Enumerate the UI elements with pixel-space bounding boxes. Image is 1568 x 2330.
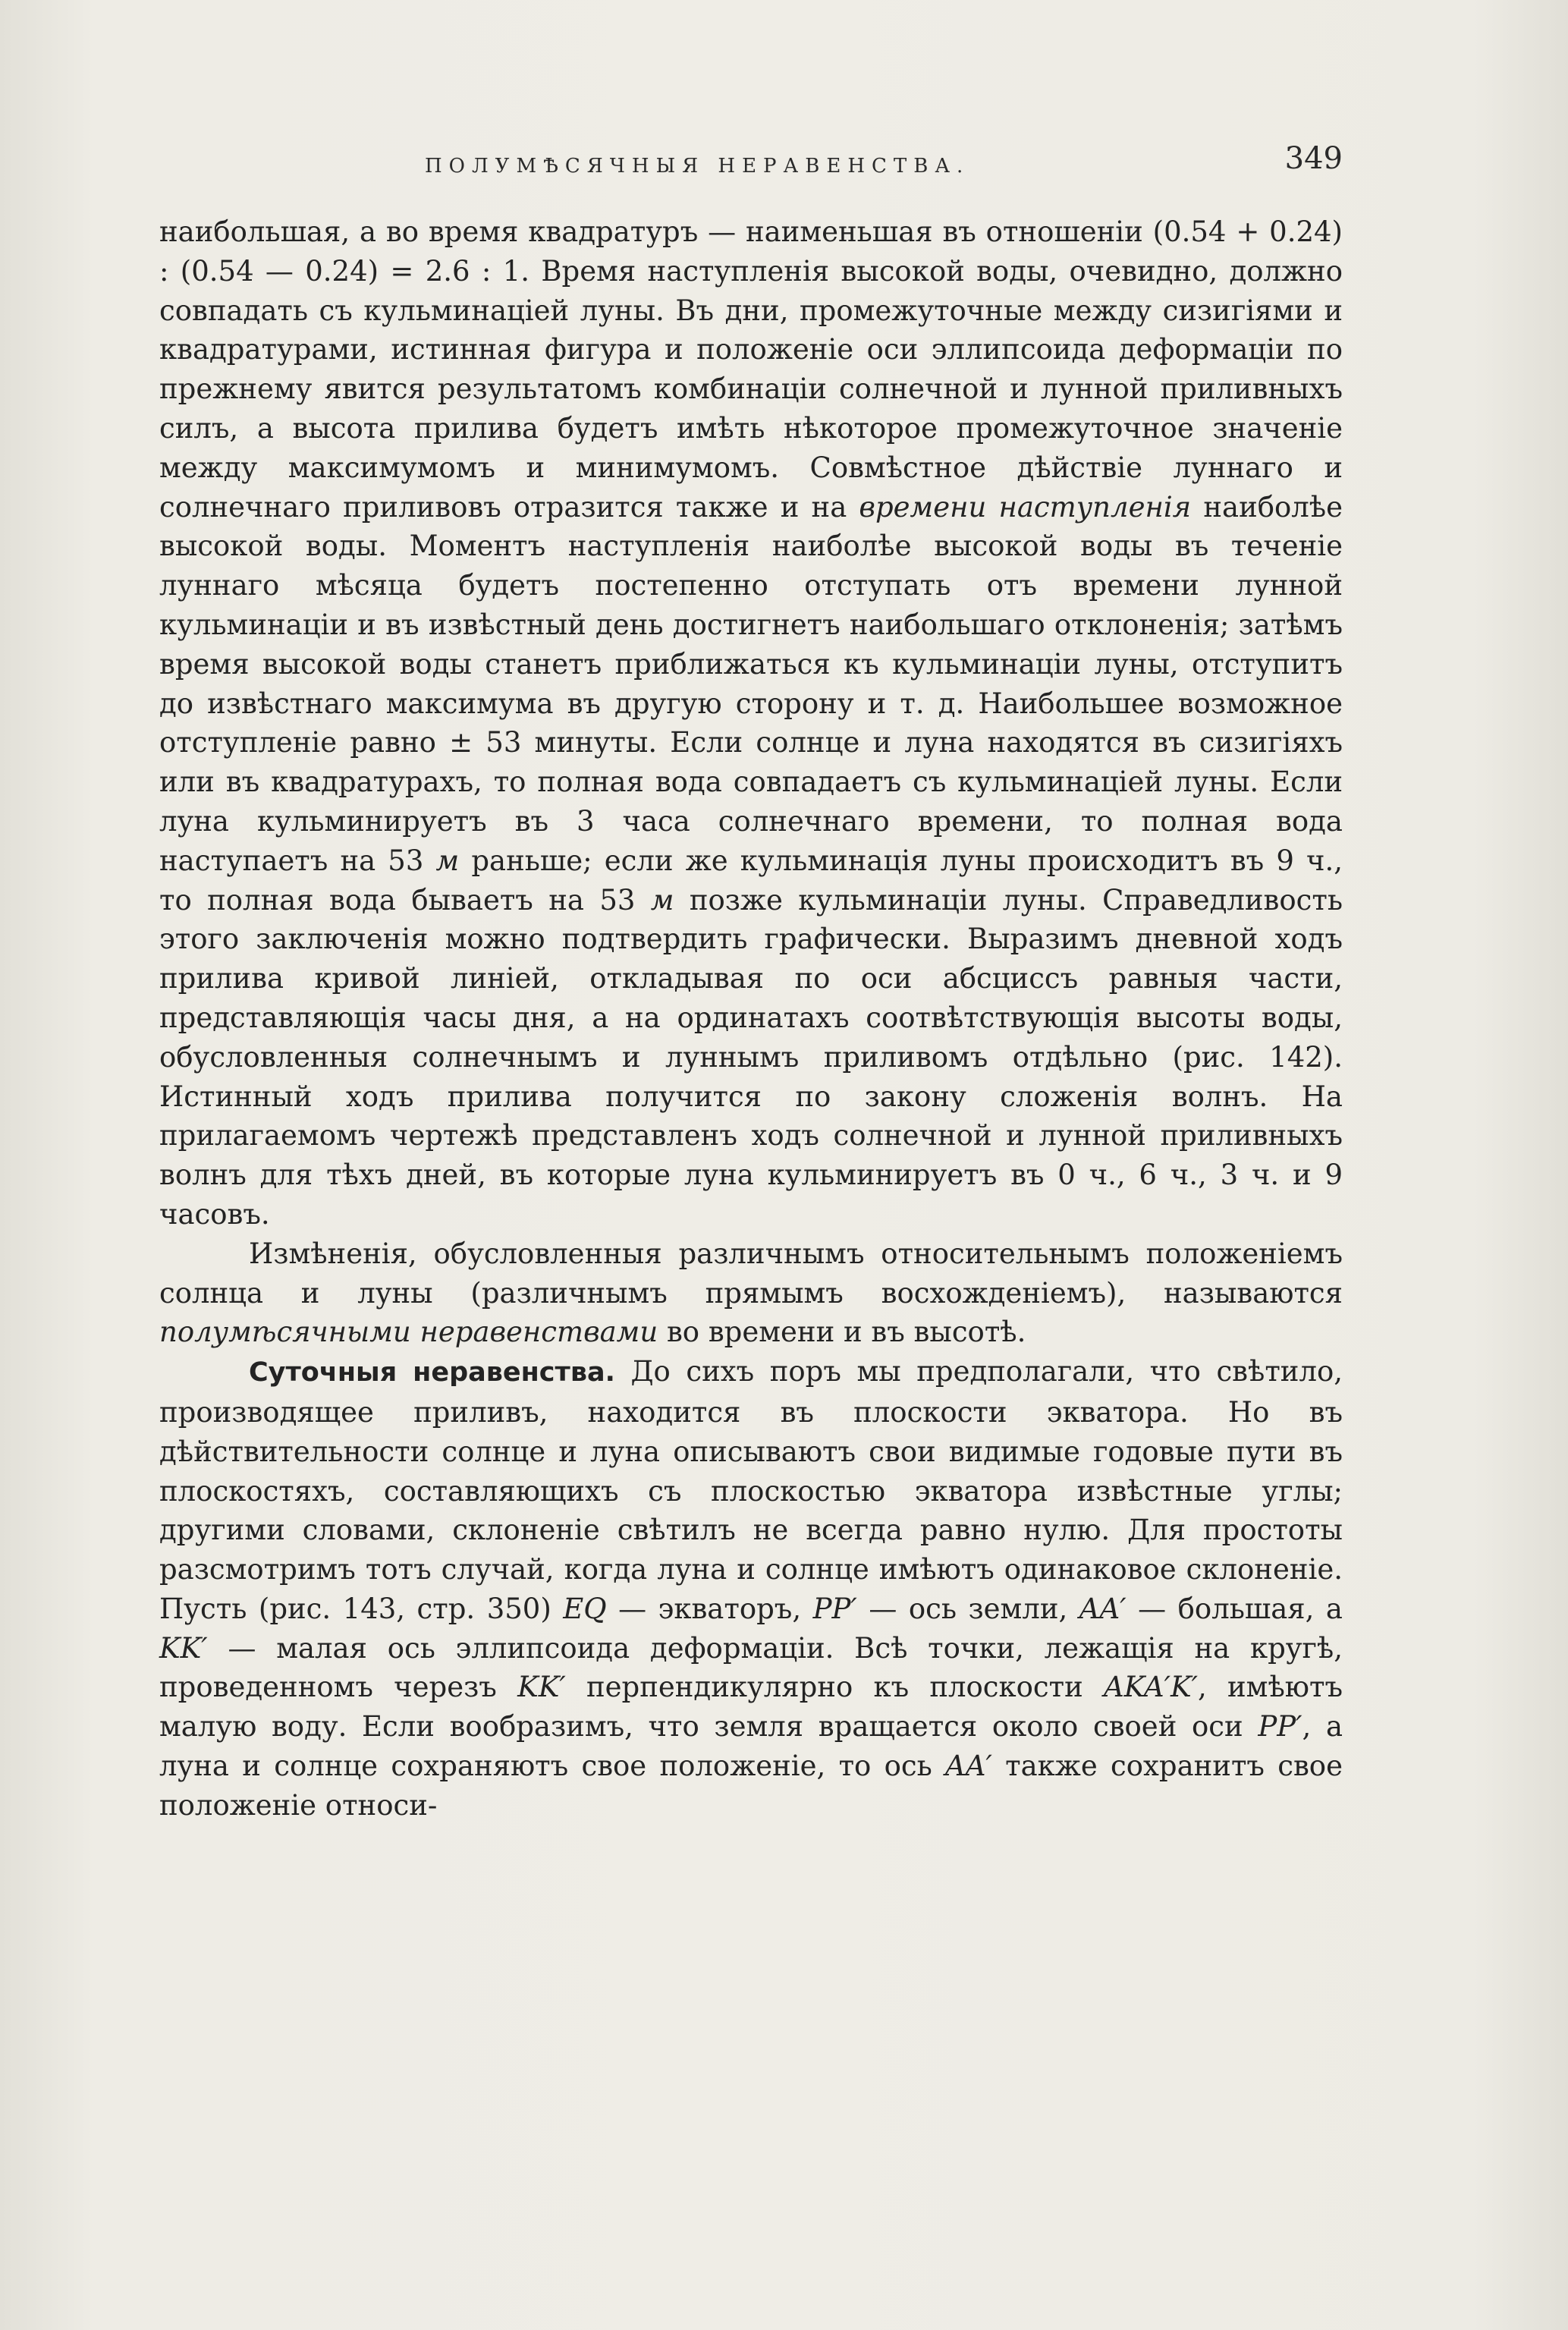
paragraph-3-italic-7: PP′ — [1258, 1710, 1302, 1744]
paragraph-2-text-1: Измѣненiя, обусловленныя различнымъ относительнымъ положенiемъ солнца и луны (различнымъ прямымъ восхожденiемъ), называются — [159, 1237, 1343, 1310]
paragraph-3-text-4: — большая, а — [1126, 1592, 1343, 1625]
paragraph-3-text-7: , имѣютъ малую воду. Если вообразимъ, что земля вращается около своей оси — [159, 1671, 1343, 1744]
body-text — [159, 212, 1343, 1825]
paragraph-2 — [159, 1234, 1343, 1352]
paragraph-3-italic-4: KK′ — [159, 1631, 208, 1665]
paragraph-1-text-4: позже кульминацiи луны. Справедливость этого заключенiя можно подтвердить графически. Выразимъ дневной ходъ прилива кривой линiей, откладывая по оси абсциссъ равныя части, представляющiя часы дня, а на ординатахъ соотвѣтствующiя высоты воды, обусловленныя солнечнымъ и луннымъ приливомъ отдѣльно (рис. 142). Истинный ходъ прилива получится по закону сложенiя волнъ. На прилагаемомъ чертежѣ представленъ ходъ солнечной и лунной приливныхъ волнъ для тѣхъ дней, въ которые луна кульминируетъ въ 0 ч., 6 ч., 3 ч. и 9 часовъ. — [159, 883, 1343, 1231]
paragraph-3-text-1: До сихъ поръ мы предполагали, что свѣтило, производящее приливъ, находится въ плоскости экватора. Но въ дѣйствительности солнце и луна описываютъ свои видимые годовые пути въ плоскостяхъ, составляющихъ съ плоскостью экватора извѣстные углы; другими словами, склоненiе свѣтилъ не всегда равно нулю. Для простоты разсмотримъ тотъ случай, когда луна и солнце имѣютъ одинаковое склоненiе. Пусть (рис. 143, стр. 350) — [159, 1355, 1343, 1625]
paragraph-1-text-2: наиболѣе высокой воды. Моментъ наступленiя наиболѣе высокой воды въ теченiе луннаго мѣсяца будетъ постепенно отступать отъ времени лунной кульминацiи и въ извѣстный день достигнетъ наибольшаго отклоненiя; затѣмъ время высокой воды станетъ приближаться къ кульминацiи луны, отступитъ до извѣстнаго максимума въ другую сторону и т. д. Наибольшее возможное отступленiе равно ± 53 минуты. Если солнце и луна находятся въ сизигiяхъ или въ квадратурахъ, то полная вода совпадаетъ съ кульминацiей луны. Если луна кульминируетъ въ 3 часа солнечнаго времени, то полная вода наступаетъ на 53 — [159, 490, 1343, 877]
paragraph-1-italic-3: м — [650, 883, 674, 917]
paragraph-2-italic-1: полумѣсячными неравенствами — [159, 1316, 658, 1349]
paragraph-3-text-2: — экваторъ, — [606, 1592, 813, 1625]
paragraph-3-italic-3: AA′ — [1079, 1592, 1127, 1625]
paragraph-1 — [159, 212, 1343, 1234]
paragraph-3-italic-2: PP′ — [812, 1592, 857, 1625]
paragraph-3-italic-5: KK′ — [517, 1671, 566, 1704]
paragraph-3-text-3: — ось земли, — [856, 1592, 1079, 1625]
paragraph-3-italic-1: EQ — [563, 1592, 607, 1625]
paragraph-3-italic-6: AKA′K′ — [1104, 1671, 1199, 1704]
running-head: ПОЛУМѢСЯЧНЫЯ НЕРАВЕНСТВА. — [425, 155, 970, 178]
paragraph-1-italic-1: времени наступленiя — [859, 490, 1192, 524]
paragraph-1-italic-2: м — [435, 844, 460, 877]
paragraph-3-italic-8: AA′ — [945, 1750, 992, 1783]
page-number: 349 — [1284, 141, 1343, 176]
paragraph-1-text-3: раньше; если же кульминацiя луны происходитъ въ 9 ч., то полная вода бываетъ на 53 — [159, 844, 1343, 917]
paragraph-3-text-5: — малая ось эллипсоида деформацiи. Всѣ точки, лежащiя на кругѣ, проведенномъ черезъ — [159, 1631, 1343, 1704]
paragraph-3-text-6: перпендикулярно къ плоскости — [565, 1671, 1104, 1704]
paragraph-3 — [159, 1352, 1343, 1825]
paragraph-3-text-8: , а луна и солнце сохраняютъ свое положенiе, то ось — [159, 1710, 1343, 1783]
paragraph-2-text-2: во времени и въ высотѣ. — [658, 1316, 1026, 1349]
paragraph-1-text-1: наибольшая, а во время квадратуръ — наименьшая въ отношенiи (0.54 + 0.24) : (0.54 — 0.24) = 2.6 : 1. Время наступленiя высокой воды, очевидно, должно совпадать съ кульминацiей луны. Въ дни, промежуточные между сизигiями и квадратурами, истинная фигура и положенiе оси эллипсоида деформацiи по прежнему явится результатомъ комбинацiи солнечной и лунной приливныхъ силъ, а высота прилива будетъ имѣть нѣкоторое промежуточное значенiе между максимумомъ и минимумомъ. Совмѣстное дѣйствiе луннаго и солнечнаго приливовъ отразится также и на — [159, 215, 1343, 524]
page-header — [159, 141, 1343, 187]
paragraph-3-text-9: также сохранитъ свое положенiе относи- — [159, 1750, 1343, 1822]
section-heading: Суточныя неравенства. — [249, 1357, 615, 1388]
